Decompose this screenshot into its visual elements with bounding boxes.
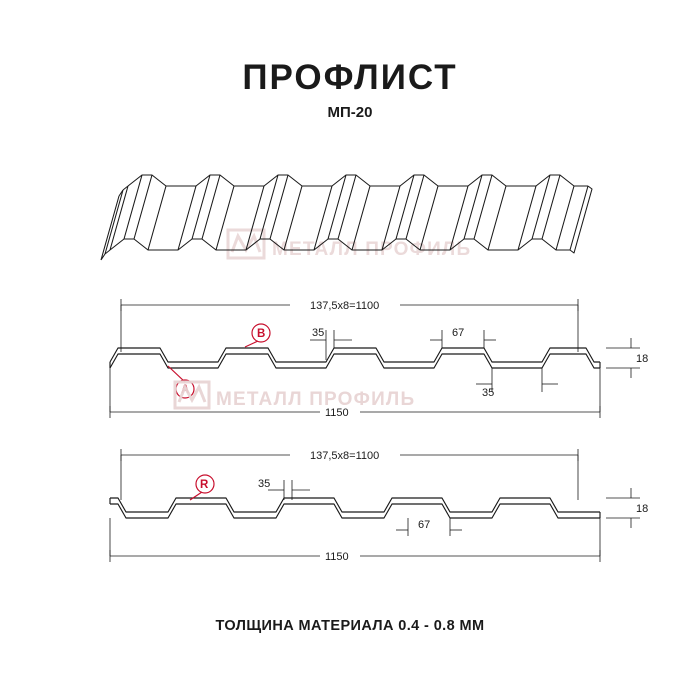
dim-top-pitch-label: 137,5х8=1100: [310, 300, 380, 312]
dim-top-total-label: 1150: [325, 407, 349, 419]
dim-top-rib-top-label: 35: [312, 327, 325, 339]
profile-bottom: [110, 498, 600, 518]
marker-r: [190, 475, 214, 500]
watermark-iso: [228, 230, 471, 260]
dim-bottom-total-label: 1150: [325, 551, 349, 563]
dim-top-rib-bottom-label: 35: [482, 387, 495, 399]
dim-top-flat-label: 67: [452, 327, 465, 339]
dim-bottom-height-label: 18: [636, 503, 649, 515]
marker-b: [245, 324, 270, 347]
watermark-label-top: МЕТАЛЛ ПРОФИЛЬ: [216, 389, 416, 410]
dim-bottom-total: [110, 518, 600, 562]
dim-bottom-flat-label: 67: [418, 519, 431, 531]
marker-a-label: A: [181, 384, 190, 396]
dim-top-height: [606, 338, 640, 378]
marker-r-label: R: [200, 479, 209, 491]
dim-bottom-height: [606, 488, 640, 528]
dim-top-height-label: 18: [636, 353, 649, 365]
profile-top: [110, 348, 600, 368]
page-title: ПРОФЛИСТ: [242, 58, 458, 97]
dim-bottom-rib-label: 35: [258, 478, 271, 490]
watermark-profile-top: [175, 382, 415, 410]
page-subtitle: МП-20: [327, 104, 373, 121]
dim-bottom-pitch-label: 137,5х8=1100: [310, 450, 380, 462]
marker-b-label: B: [257, 328, 266, 340]
material-thickness-note: ТОЛЩИНА МАТЕРИАЛА 0.4 - 0.8 ММ: [215, 618, 485, 634]
watermark-label-iso: МЕТАЛЛ ПРОФИЛЬ: [272, 239, 472, 260]
dim-bottom-rib: [268, 480, 310, 500]
